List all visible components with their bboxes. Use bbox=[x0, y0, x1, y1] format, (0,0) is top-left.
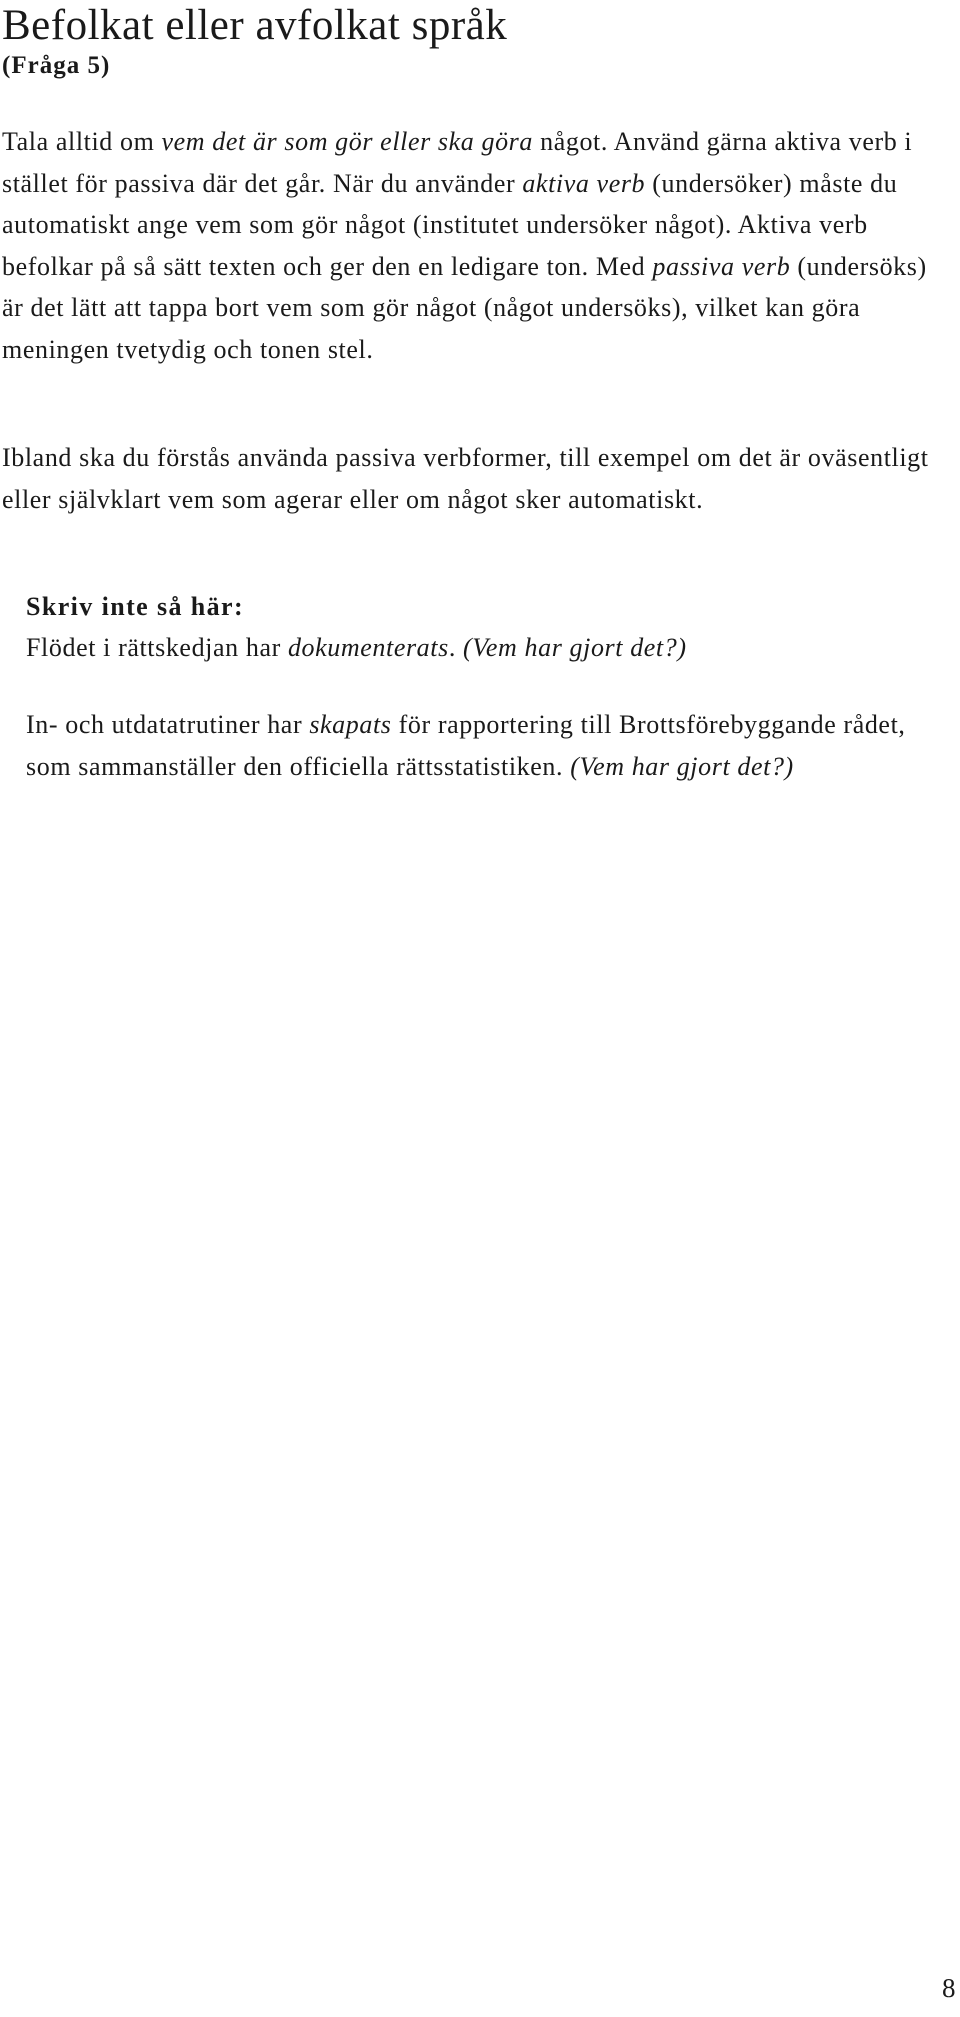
text-segment: . bbox=[448, 633, 464, 662]
bad-example-2 bbox=[26, 704, 941, 787]
emphasis-question: (Vem har gjort det?) bbox=[570, 751, 794, 781]
text-segment: för rapportering till Brottsförebyggande rådet, som sammanställer den officiella rättsstatistiken. bbox=[26, 710, 906, 781]
emphasis-passive-verb: skapats bbox=[309, 710, 392, 739]
text-segment: In- och utdatatrutiner har bbox=[26, 710, 310, 739]
emphasis-passive-verb: dokumenterats bbox=[287, 633, 449, 662]
passive-usage-paragraph: Ibland ska du förstås använda passiva verbformer, till exempel om det är oväsentligt eller självklart vem som agerar eller om något sker automatiskt. bbox=[2, 443, 929, 514]
text-segment: (undersöks) är det lätt att tappa bort vem som gör något (något undersöks), vilket kan göra meningen tvetydig och tonen stel. bbox=[2, 251, 927, 364]
emphasis-who-acts: vem det är som gör eller ska göra bbox=[161, 127, 534, 156]
intro-paragraph bbox=[2, 121, 947, 370]
emphasis-active-verbs: aktiva verb bbox=[522, 168, 646, 198]
bad-example-1 bbox=[26, 627, 941, 669]
text-segment: Flödet i rättskedjan har bbox=[26, 633, 288, 662]
text-segment: något. Använd gärna aktiva verb i stället för passiva där det går. När du använder bbox=[2, 127, 913, 198]
page-number: 8 bbox=[942, 1973, 956, 2003]
page-title: Befolkat eller avfolkat språk bbox=[2, 2, 508, 49]
emphasis-question: (Vem har gjort det?) bbox=[463, 633, 687, 662]
text-segment: Tala alltid om bbox=[2, 127, 162, 156]
question-reference: (Fråga 5) bbox=[2, 52, 111, 79]
emphasis-passive-verbs: passiva verb bbox=[652, 251, 791, 281]
text-segment: (undersöker) måste du automatiskt ange vem som gör något (institutet undersöker något). Aktiva verb befolkar på så sätt texten och ger den en ledigare ton. Med bbox=[2, 168, 898, 281]
do-not-write-heading: Skriv inte så här: bbox=[26, 592, 245, 621]
